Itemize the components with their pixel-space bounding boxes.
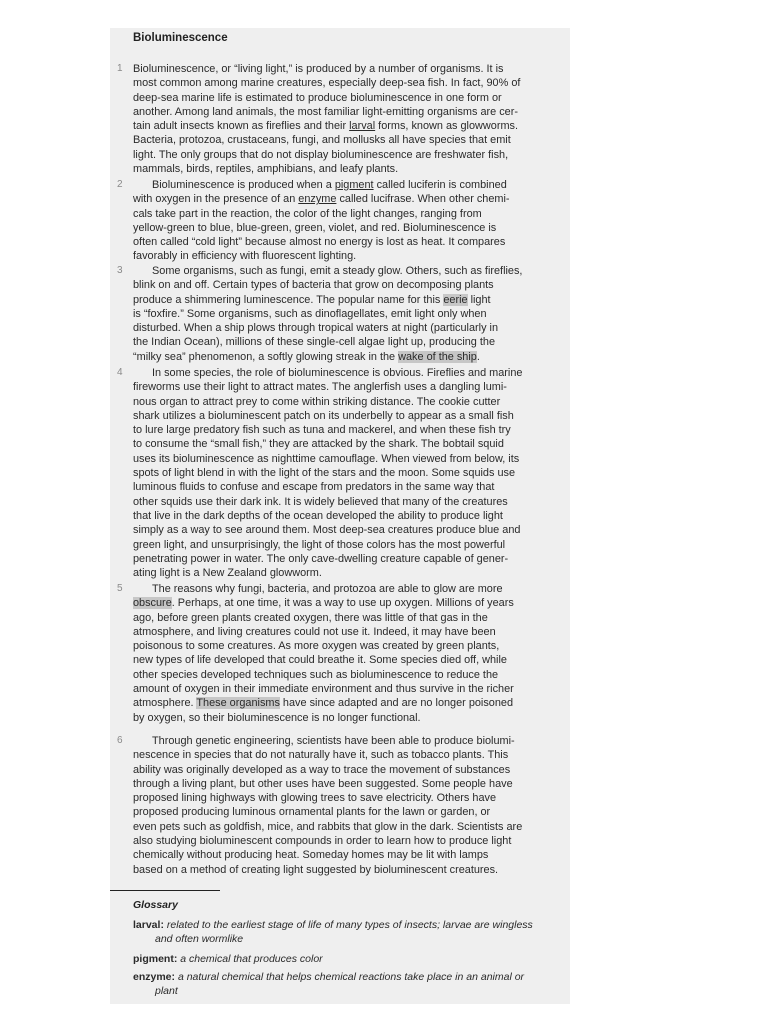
text-line: green light, and unsurprisingly, the light of those colors has the most powerful [133,538,506,551]
text-line: the Indian Ocean), millions of these single-cell algae light up, producing the [133,336,496,349]
paragraph-1 [117,62,565,176]
text-line: to consume the “small fish,” they are attacked by the shark. The bobtail squid [133,438,504,451]
text-line: Bacteria, protozoa, crustaceans, fungi, and mollusks all have species that emit [133,134,511,147]
text-line: uses its bioluminescence as nighttime camouflage. When viewed from below, its [133,452,520,465]
paragraph-number: 3 [117,265,123,276]
text-line: Bioluminescence is produced when a pigment called luciferin is combined [152,179,507,191]
glossary-divider [110,890,220,891]
text-line: Through genetic engineering, scientists have been able to produce biolumi- [152,735,515,747]
underlined-term: larval [349,120,376,133]
paragraph-number: 5 [117,583,123,594]
glossary-term: pigment: [133,953,178,965]
text-line: poisonous to some creatures. As more oxygen was created by green plants, [133,640,500,653]
highlighted-text: These organisms [196,697,280,710]
text-line: atmosphere, and living creatures could not use it. Indeed, it may have been [133,625,496,638]
text-line: “milky sea” phenomenon, a softly glowing streak in the wake of the ship. [133,350,480,363]
text-line: ability was originally developed as a way to trace the movement of substances [133,763,511,776]
text-line: Some organisms, such as fungi, emit a steady glow. Others, such as fireflies, [152,265,523,277]
glossary-definition: related to the earliest stage of life of many types of insects; larvae are wingless [166,919,533,931]
text-line: even pets such as goldfish, mice, and rabbits that glow in the dark. Scientists are [133,820,523,833]
text-line: based on a method of creating light suggested by bioluminescent creatures. [133,863,499,876]
text-line: other squids use their dark ink. It is widely believed that many of the creatures [133,495,508,508]
text-line: also studying bioluminescent compounds in order to learn how to produce light [133,835,512,848]
text-line: favorably in efficiency with fluorescent lighting. [133,250,357,263]
text-line: nescence in species that do not naturally have it, such as tobacco plants. This [133,749,509,762]
underlined-term: enzyme [298,193,337,206]
highlighted-text: wake of the ship [398,350,477,363]
text-line: light. The only groups that do not display bioluminescence are freshwater fish, [133,148,509,161]
page-title: Bioluminescence [133,32,228,44]
glossary-definition-continued: and often wormlike [155,932,244,945]
text-line: proposed lining highways with glowing trees to save electricity. Others have [133,792,497,805]
text-line: is “foxfire.” Some organisms, such as dinoflagellates, emit light only when [133,307,487,320]
text-line: new types of life developed that could breathe it. Some species died off, while [133,654,507,667]
text-line: cals take part in the reaction, the color of the light changes, ranging from [133,207,482,220]
text-line: disturbed. When a ship plows through tropical waters at night (particularly in [133,322,499,335]
text-line: by oxygen, so their bioluminescence is no longer functional. [133,711,421,724]
glossary-definition-continued: plant [155,984,178,997]
glossary-definition: a natural chemical that helps chemical reactions take place in an animal or [177,971,525,983]
text-line: blink on and off. Certain types of bacteria that grow on decomposing plants [133,279,494,292]
paragraph-6 [117,734,565,877]
glossary-entry [133,953,568,967]
text-line: The reasons why fungi, bacteria, and protozoa are able to glow are more [152,583,503,595]
text-line: shark utilizes a bioluminescent patch on its underbelly to appear as a small fish [133,409,514,422]
paragraph-number: 4 [117,367,123,378]
glossary-term: larval: [133,919,164,931]
text-line: ating light is a New Zealand glowworm. [133,567,322,580]
text-line: yellow-green to blue, blue-green, green, violet, and red. Bioluminescence is [133,221,497,234]
text-line: tain adult insects known as fireflies and their larval forms, known as glowworms. [133,120,518,133]
text-line: simply as a way to see around them. Most deep-sea creatures produce blue and [133,524,521,537]
paragraph-2 [117,178,565,264]
highlighted-text: obscure [133,597,172,610]
text-line: deep-sea marine life is estimated to produce bioluminescence in one form or [133,91,502,104]
text-line: another. Among land animals, the most familiar light-emitting organisms are cer- [133,105,518,118]
text-line: proposed producing luminous ornamental plants for the lawn or garden, or [133,806,491,819]
highlighted-text: eerie [443,293,468,306]
text-line: ago, before green plants created oxygen, there was little of that gas in the [133,611,488,624]
paragraph-4 [117,366,565,580]
text-line: Bioluminescence, or “living light,” is produced by a number of organisms. It is [133,63,504,75]
text-line: mammals, birds, reptiles, amphibians, and leafy plants. [133,163,399,176]
text-line: most common among marine creatures, especially deep-sea fish. In fact, 90% of [133,77,521,90]
paragraph-number: 2 [117,179,123,190]
text-line: other species developed techniques such as bioluminescence to reduce the [133,668,499,681]
paragraph-number: 1 [117,63,123,74]
text-line: amount of oxygen in their immediate environment and thus survive in the richer [133,683,514,696]
text-line: produce a shimmering luminescence. The popular name for this eerie light [133,293,491,306]
paragraph-number: 6 [117,735,123,746]
text-line: to lure large predatory fish such as tuna and mackerel, and when these fish try [133,424,511,437]
underlined-term: pigment [334,179,374,191]
glossary-entry [133,919,568,946]
text-line: penetrating power in water. The only cave-dwelling creature capable of gener- [133,552,509,565]
text-line: that live in the dark depths of the ocean developed the ability to produce light [133,509,503,522]
text-line: often called “cold light” because almost no energy is lost as heat. It compares [133,236,506,249]
text-line: obscure. Perhaps, at one time, it was a way to use up oxygen. Millions of years [133,597,514,610]
text-line: chemically without producing heat. Someday homes may be lit with lamps [133,849,489,862]
text-line: atmosphere. These organisms have since adapted and are no longer poisoned [133,697,514,710]
text-line: spots of light blend in with the light of the stars and the moon. Some squids use [133,467,516,480]
paragraph-5 [117,582,565,725]
glossary-term: enzyme: [133,971,176,983]
text-line: nous organ to attract prey to come within striking distance. The cookie cutter [133,395,501,408]
text-line: luminous fluids to confuse and escape from predators in the same way that [133,481,495,494]
text-line: In some species, the role of bioluminescence is obvious. Fireflies and marine [152,367,523,379]
glossary-entry [133,971,568,998]
text-line: with oxygen in the presence of an enzyme called lucifrase. When other chemi- [133,193,510,206]
text-line: fireworms use their light to attract mates. The anglerfish uses a dangling lumi- [133,381,507,394]
glossary-definition: a chemical that produces color [180,953,323,965]
text-line: through a living plant, but other uses have been suggested. Some people have [133,777,513,790]
glossary-heading: Glossary [133,899,178,911]
paragraph-3 [117,264,565,364]
